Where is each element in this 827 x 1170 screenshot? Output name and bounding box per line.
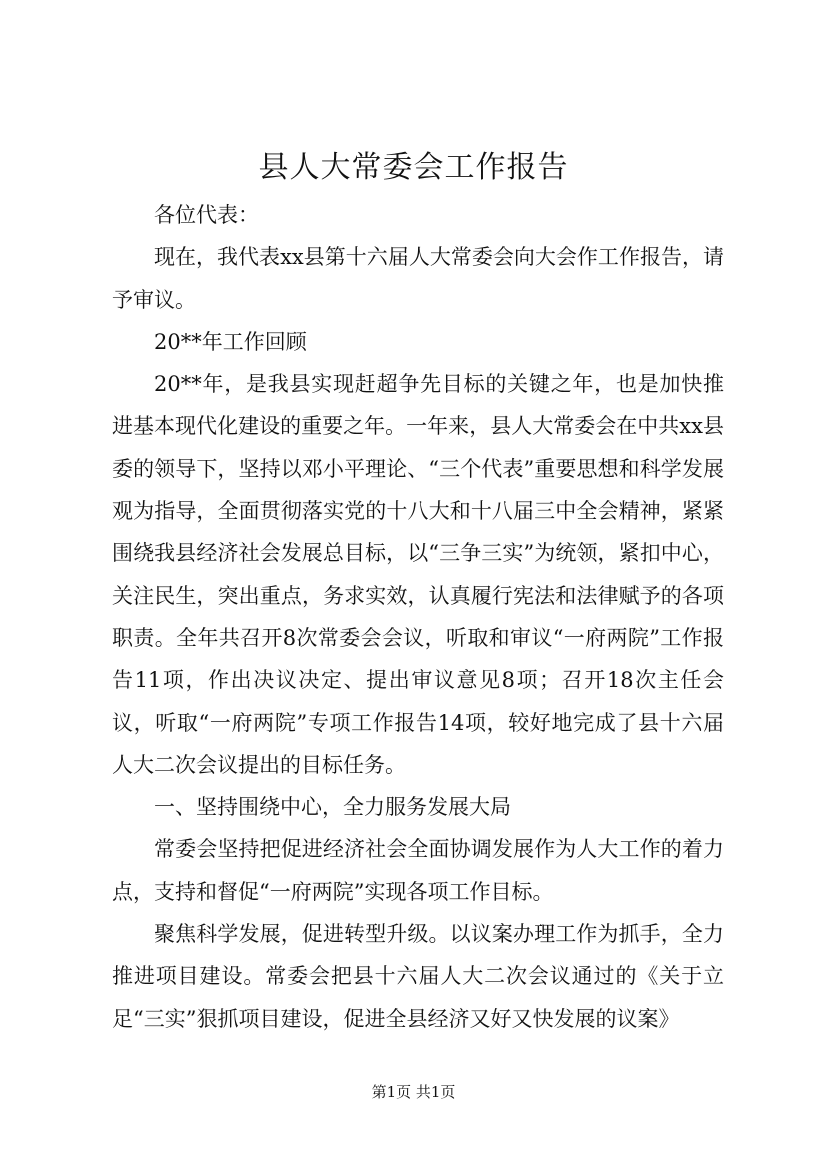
paragraph-review: 20**年，是我县实现赶超争先目标的关键之年，也是加快推进基本现代化建设的重要之年。一年来，县人大常委会在中共xx县委的领导下，坚持以邓小平理论、“三个代表”重要思想和科学发展观为指导，全面贯彻落实党的十八大和十八届三中全会精神，紧紧围绕我县经济社会发展总目标，以“三争三实”为统领，紧扣中心，关注民生，突出重点，务求实效，认真履行宪法和法律赋予的各项职责。全年共召开8次常委会会议，听取和审议“一府两院”工作报告11项，作出决议决定、提出审议意见8项；召开18次主任会议，听取“一府两院”专项工作报告14项，较好地完成了县十六届人大二次会议提出的目标任务。 <box>112 372 724 777</box>
paragraph-salutation: 各位代表： <box>154 203 259 227</box>
document-title: 县人大常委会工作报告 <box>258 150 569 185</box>
paragraph-section-1: 常委会坚持把促进经济社会全面协调发展作为人大工作的着力点，支持和督促“一府两院”实现各项工作目标。 <box>112 837 724 904</box>
document-body <box>112 194 724 1040</box>
section-heading-review: 20**年工作回顾 <box>154 329 307 354</box>
paragraph-intro: 现在，我代表xx县第十六届人大常委会向大会作工作报告，请予审议。 <box>112 245 724 312</box>
section-heading-1: 一、坚持围绕中心，全力服务发展大局 <box>154 795 511 820</box>
page-footer: 第1页 共1页 <box>371 1083 456 1101</box>
paragraph-science-development: 聚焦科学发展，促进转型升级。以议案办理工作为抓手，全力推进项目建设。常委会把县十六届人大二次会议通过的《关于立足“三实”狠抓项目建设，促进全县经济又好又快发展的议案》 <box>112 922 724 1031</box>
